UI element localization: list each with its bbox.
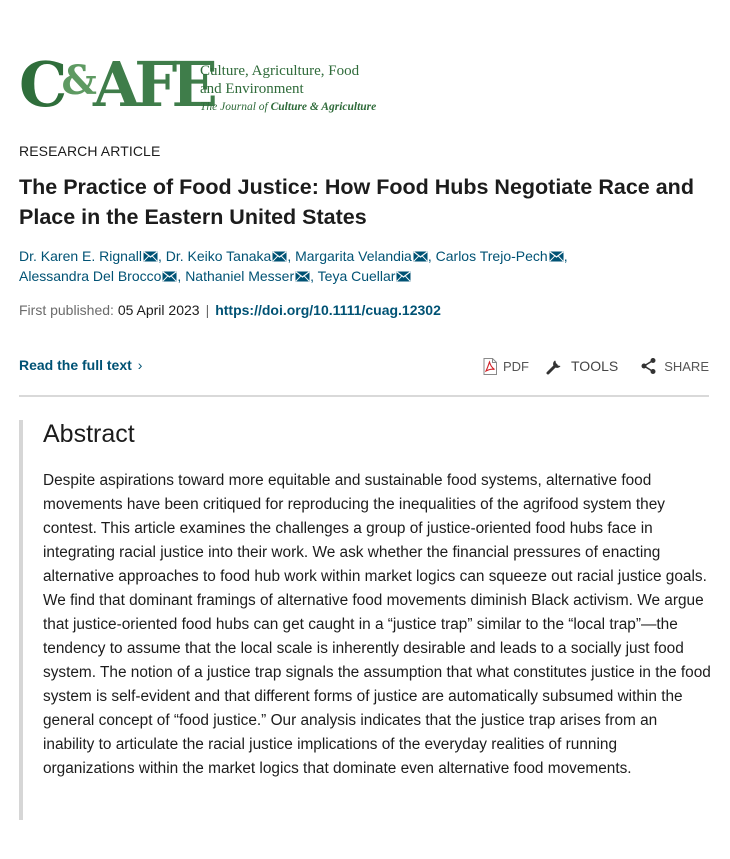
pdf-label[interactable]: PDF (503, 358, 529, 374)
author-link[interactable] (295, 248, 428, 264)
logo-ampersand: & (61, 57, 92, 104)
author-name[interactable]: Alessandra Del Brocco (19, 268, 162, 284)
read-full-text-link[interactable] (19, 357, 142, 373)
author-separator: , (177, 268, 186, 284)
journal-tagline-prefix: The Journal of (200, 101, 271, 113)
journal-header[interactable] (19, 46, 379, 121)
author-list (19, 246, 719, 286)
author-link[interactable] (436, 248, 564, 264)
author-name[interactable]: Nathaniel Messer (185, 268, 295, 284)
article-type: RESEARCH ARTICLE (19, 143, 161, 159)
author-separator: , (310, 268, 318, 284)
author-link[interactable] (19, 268, 177, 284)
abstract-heading: Abstract (43, 420, 135, 448)
share-button[interactable] (640, 357, 709, 375)
abstract-text: Despite aspirations toward more equitable and sustainable food systems, alternative food movements have been critiqued for reproducing the inequalities of the agrifood system they contest. This article examines the challenges a group of justice-oriented food hubs face in integrating racial justice into their work. We ask whether the financial pressures of enacting alternative approaches to food hub work within market logics can squeeze out racial justice goals. We find that dominant framings of alternative food movements diminish Black activism. We argue that justice-oriented food hubs can get caught in a “justice trap” similar to the “local trap”—the tendency to assume that the local scale is inherently desirable and leads to a socially just food system. The notion of a justice trap signals the assumption that what constitutes justice in the food system is self-evident and that different forms of justice are automatically subsumed within the general concept of “food justice.” Our analysis indicates that the justice trap arises from an inability to articulate the racial justice implications of the everyday realities of running organizations within the market logics that dominate even alternative food movements. (43, 472, 711, 777)
journal-tagline (200, 98, 376, 116)
article-actions (483, 355, 709, 377)
mail-icon[interactable] (295, 271, 310, 282)
author-separator: , (157, 248, 166, 264)
publication-info (19, 301, 441, 319)
journal-tagline-bold: Culture & Agriculture (270, 101, 377, 113)
read-full-text-label[interactable]: Read the full text (19, 357, 132, 373)
author-separator: , (427, 248, 436, 264)
first-published-label: First published: (19, 302, 114, 318)
abstract-section (19, 420, 709, 820)
share-label[interactable]: SHARE (664, 358, 709, 374)
mail-icon[interactable] (549, 251, 564, 262)
mail-icon[interactable] (143, 251, 158, 262)
logo-letters-afe: AFE (92, 48, 212, 121)
tools-button[interactable] (545, 356, 618, 376)
chevron-right-icon: › (137, 357, 143, 373)
share-icon (640, 357, 658, 375)
section-divider (19, 395, 709, 397)
author-link[interactable] (185, 268, 310, 284)
journal-logo[interactable] (19, 46, 212, 121)
article-title: The Practice of Food Justice: How Food Hubs Negotiate Race and Place in the Eastern United States (19, 175, 694, 229)
journal-title-block (200, 62, 376, 116)
mail-icon[interactable] (162, 271, 177, 282)
abstract-accent-bar (19, 420, 23, 820)
tools-label[interactable]: TOOLS (571, 358, 619, 374)
author-name[interactable]: Teya Cuellar (317, 268, 396, 284)
journal-name-line-2: and Environment (200, 81, 304, 97)
pdf-button[interactable] (483, 358, 529, 375)
author-name[interactable]: Dr. Karen E. Rignall (19, 248, 142, 264)
author-separator: , (563, 248, 568, 264)
mail-icon[interactable] (396, 271, 411, 282)
mail-icon[interactable] (413, 251, 428, 262)
pubinfo-divider: | (205, 302, 210, 318)
first-published-date: 05 April 2023 (117, 302, 200, 318)
author-link[interactable] (318, 268, 412, 284)
author-name[interactable]: Margarita Velandia (295, 248, 412, 264)
journal-name-line-1: Culture, Agriculture, Food (200, 63, 360, 79)
author-separator: , (287, 248, 296, 264)
author-link[interactable] (166, 248, 288, 264)
pdf-icon (483, 358, 497, 375)
author-name[interactable]: Carlos Trejo-Pech (435, 248, 548, 264)
logo-letter-c: C (19, 48, 62, 121)
author-link[interactable] (19, 248, 158, 264)
author-name[interactable]: Dr. Keiko Tanaka (165, 248, 272, 264)
mail-icon[interactable] (272, 251, 287, 262)
logo-wordmark (19, 46, 212, 120)
wrench-icon (545, 356, 565, 376)
doi-link[interactable]: https://doi.org/10.1111/cuag.12302 (215, 302, 441, 318)
